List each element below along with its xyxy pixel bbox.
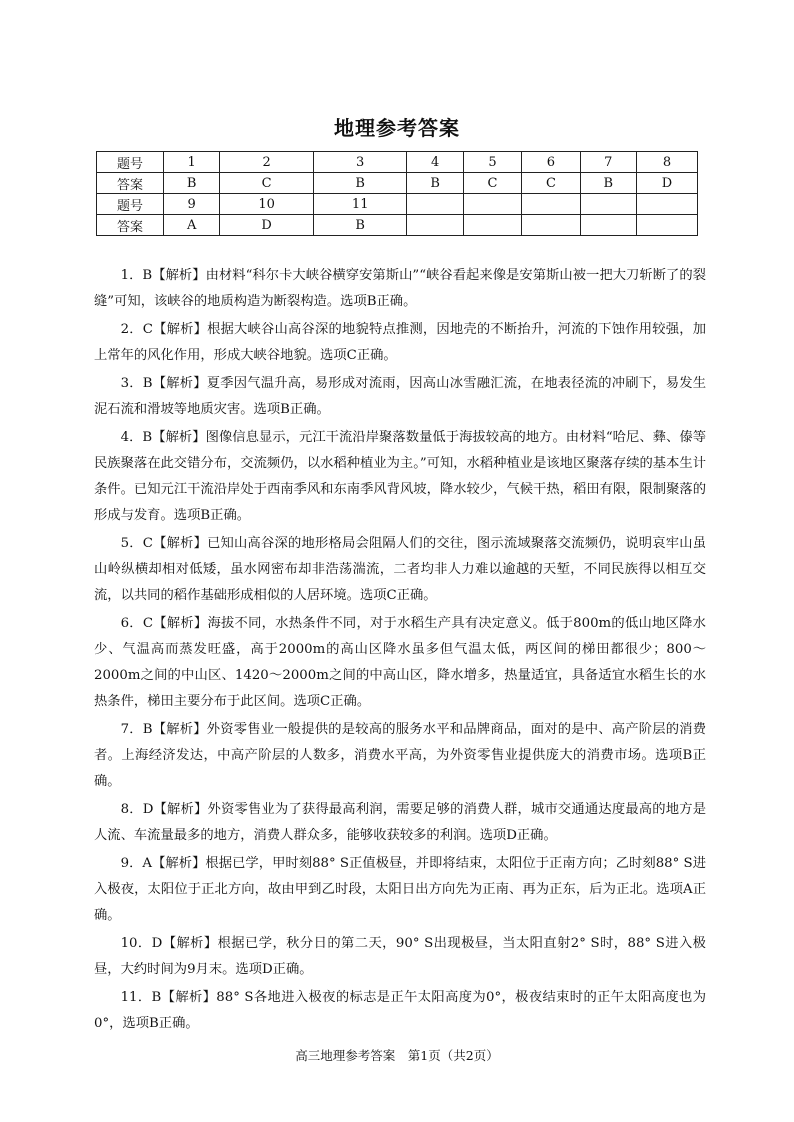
answer-text: 海拔不同，水热条件不同，对于水稻生产具有决定意义。低于800m的低山地区降水少、气温高而蒸发旺盛，高于2000m的高山区降水虽多但气温太低，两区间的梯田都很少；800～2000m之间的中山区、1420～2000m之间的中高山区，降水增多，热量适宜，具备适宜水稻生长的水热条件，梯田主要分布于此区间。选项C正确。	[94, 616, 706, 709]
answer-text: 外资零售业一般提供的是较高的服务水平和品牌商品，面对的是中、高产阶层的消费者。上海经济发达，中高产阶层的人数多，消费水平高，为外资零售业提供庞大的消费市场。选项B正确。	[94, 722, 707, 789]
table-cell: 3	[313, 152, 407, 173]
table-cell	[407, 215, 463, 236]
answer-item	[94, 263, 706, 315]
answer-item	[94, 611, 706, 715]
answer-text: 根据大峡谷山高谷深的地貌特点推测，因地壳的不断抬升，河流的下蚀作用较强，加上常年的风化作用，形成大峡谷地貌。选项C正确。	[94, 322, 706, 363]
row-label: 答案	[97, 173, 164, 194]
page-footer: 高三地理参考答案 第1页（共2页）	[295, 1048, 499, 1063]
table-row	[97, 173, 698, 194]
answer-number: 1．B【解析】	[120, 268, 206, 283]
table-cell: 6	[522, 152, 580, 173]
table-row	[97, 152, 698, 173]
table-row	[97, 194, 698, 215]
answer-item	[94, 797, 706, 849]
table-cell: B	[407, 173, 463, 194]
answer-item	[94, 371, 706, 423]
answer-text: 外资零售业为了获得最高利润，需要足够的消费人群，城市交通通达度最高的地方是人流、车流量最多的地方，消费人群众多，能够收获较多的利润。选项D正确。	[94, 802, 707, 843]
table-row	[97, 215, 698, 236]
table-cell	[407, 194, 463, 215]
answer-item	[94, 531, 706, 609]
table-cell: D	[636, 173, 697, 194]
answer-number: 10．D【解析】	[120, 936, 218, 951]
table-cell	[522, 194, 580, 215]
answer-item	[94, 425, 706, 529]
table-cell: 7	[580, 152, 636, 173]
table-cell: B	[580, 173, 636, 194]
answer-item	[94, 717, 706, 795]
answer-number: 11．B【解析】	[120, 990, 217, 1005]
table-cell	[580, 194, 636, 215]
answer-text: 图像信息显示，元江干流沿岸聚落数量低于海拔较高的地方。由材料“哈尼、彝、傣等民族聚落在此交错分布，交流频仍，以水稻种植业为主。”可知，水稻种植业是该地区聚落存续的基本生计条件。已知元江干流沿岸处于西南季风和东南季风背风坡，降水较少，气候干热，稻田有限，限制聚落的形成与发育。选项B正确。	[94, 430, 707, 523]
table-cell: 11	[313, 194, 407, 215]
table-cell	[463, 194, 521, 215]
table-cell: C	[522, 173, 580, 194]
answer-text: 夏季因气温升高，易形成对流雨，因高山冰雪融汇流，在地表径流的冲刷下，易发生泥石流和滑坡等地质灾害。选项B正确。	[94, 376, 707, 417]
answer-text: 根据已学，甲时刻88° S正值极昼，并即将结束，太阳位于正南方向；乙时刻88° S进入极夜，太阳位于正北方向，故由甲到乙时段，太阳日出方向先为正南、再为正东，后为正北。选项A正确。	[94, 856, 707, 923]
answer-text: 由材料“科尔卡大峡谷横穿安第斯山”“峡谷看起来像是安第斯山被一把大刀斩断了的裂缝”可知，该峡谷的地质构造为断裂构造。选项B正确。	[94, 268, 706, 309]
answer-number: 3．B【解析】	[120, 376, 207, 391]
table-cell	[463, 215, 521, 236]
answer-number: 6．C【解析】	[120, 616, 208, 631]
table-cell: B	[313, 215, 407, 236]
row-label: 题号	[97, 194, 164, 215]
answer-number: 2．C【解析】	[120, 322, 208, 337]
table-cell	[636, 194, 697, 215]
table-cell: 8	[636, 152, 697, 173]
table-cell: A	[164, 215, 220, 236]
table-cell: B	[313, 173, 407, 194]
table-cell: B	[164, 173, 220, 194]
table-cell: 4	[407, 152, 463, 173]
answer-text: 根据已学，秋分日的第二天，90° S出现极昼，当太阳直射2° S时，88° S进入极昼，大约时间为9月末。选项D正确。	[94, 936, 706, 977]
table-cell: 10	[220, 194, 314, 215]
answer-explanations	[94, 263, 706, 1039]
table-cell	[522, 215, 580, 236]
answer-number: 4．B【解析】	[120, 430, 206, 445]
answer-item	[94, 931, 706, 983]
answer-text: 已知山高谷深的地形格局会阻隔人们的交往，图示流域聚落交流频仍，说明哀牢山虽山岭纵横却相对低矮，虽水网密布却非浩荡湍流，二者均非人力难以逾越的天堑，不同民族得以相互交流，以共同的稻作基础形成相似的人居环境。选项C正确。	[94, 536, 706, 603]
answer-item	[94, 985, 706, 1037]
table-cell: 5	[463, 152, 521, 173]
row-label: 题号	[97, 152, 164, 173]
table-cell: 9	[164, 194, 220, 215]
answer-item	[94, 317, 706, 369]
answer-number: 8．D【解析】	[120, 802, 208, 817]
page-title: 地理参考答案	[334, 116, 460, 140]
table-cell	[580, 215, 636, 236]
answer-number: 5．C【解析】	[120, 536, 208, 551]
table-cell	[636, 215, 697, 236]
table-cell: D	[220, 215, 314, 236]
answer-text: 88° S各地进入极夜的标志是正午太阳高度为0°，极夜结束时的正午太阳高度也为0°，选项B正确。	[94, 990, 706, 1031]
answer-number: 7．B【解析】	[120, 722, 207, 737]
table-cell: 2	[220, 152, 314, 173]
row-label: 答案	[97, 215, 164, 236]
table-cell: 1	[164, 152, 220, 173]
answer-number: 9．A【解析】	[120, 856, 206, 871]
table-cell: C	[220, 173, 314, 194]
answer-table	[96, 151, 698, 236]
answer-item	[94, 851, 706, 929]
table-cell: C	[463, 173, 521, 194]
